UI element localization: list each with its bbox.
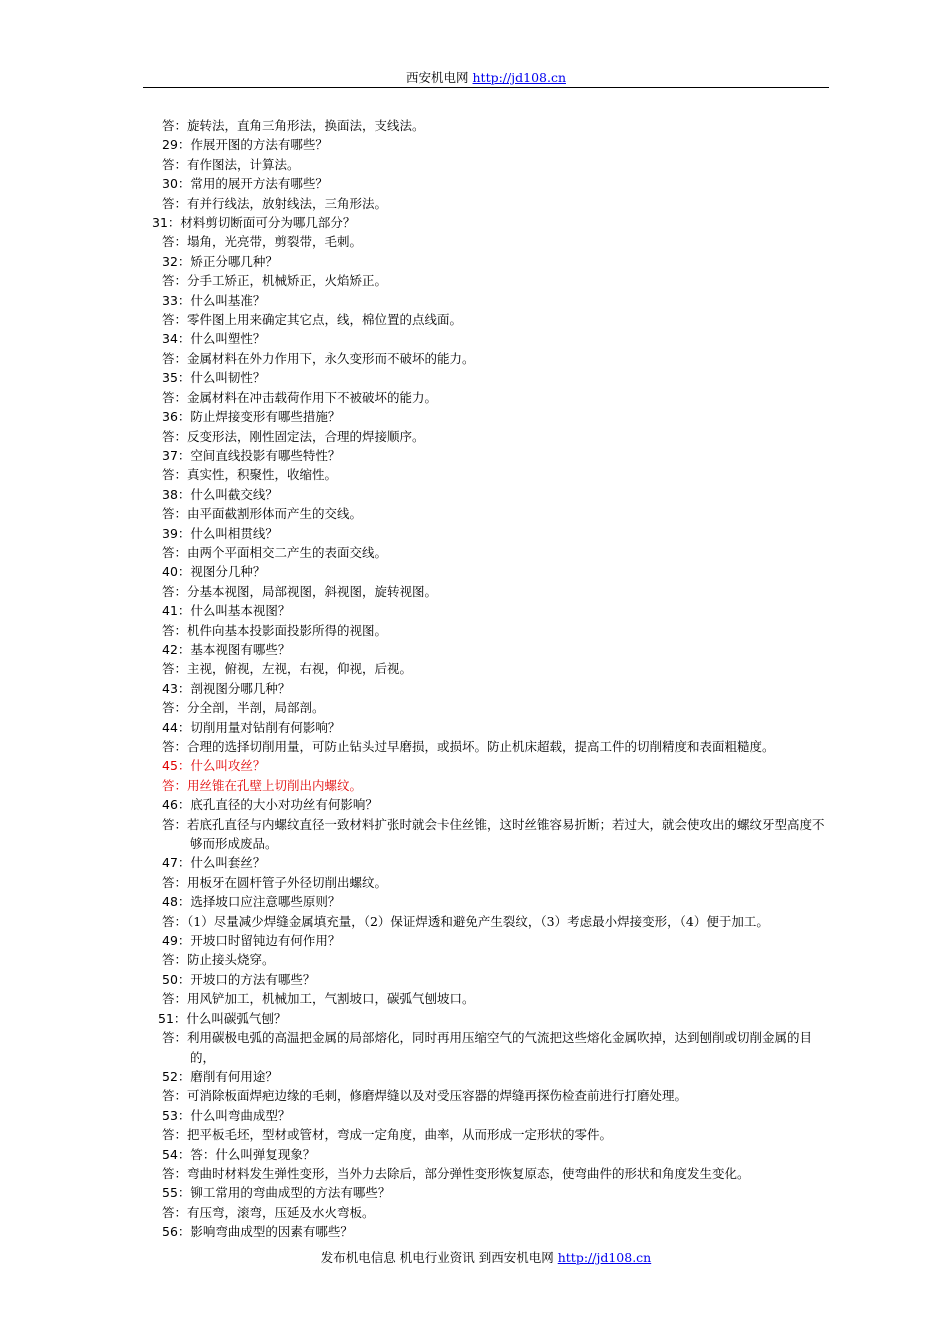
answer-label: 答：	[162, 816, 188, 832]
answer-label: 答：	[162, 312, 188, 328]
question-text: 选择坡口应注意哪些原则？	[190, 894, 341, 910]
question-text: 影响弯曲成型的因素有哪些？	[190, 1224, 353, 1240]
answer-text: 防止接头烧穿。	[187, 952, 275, 968]
question-separator: ：	[167, 215, 181, 231]
answer-text: 利用碳极电弧的高温把金属的局部熔化，同时再用压缩空气的气流把这些熔化金属吹掉，达到刨削或切削金属的目的，	[187, 1030, 813, 1065]
answer-line	[162, 815, 832, 854]
question-text: 磨削有何用途？	[190, 1068, 278, 1084]
question-separator: ：	[177, 971, 191, 987]
question-number: 44	[162, 719, 178, 735]
question-line	[162, 601, 832, 620]
answer-label: 答：	[162, 952, 188, 968]
question-text: 答：什么叫弹复现象？	[190, 1146, 316, 1162]
answer-line	[162, 950, 832, 969]
question-text: 视图分几种？	[190, 564, 266, 580]
answer-text: 金属材料在外力作用下，永久变形而不破坏的能力。	[187, 350, 475, 366]
answer-label: 答：	[162, 874, 188, 890]
answer-line	[162, 621, 832, 640]
question-separator: ：	[177, 1185, 191, 1201]
answer-label: 答：	[162, 661, 188, 677]
answer-text: 把平板毛坯，型材或管材，弯成一定角度，曲率，从而形成一定形状的零件。	[187, 1127, 613, 1143]
answer-line	[162, 388, 832, 407]
question-separator: ：	[177, 797, 191, 813]
answer-text: 旋转法，直角三角形法，换面法，支线法。	[187, 118, 425, 133]
question-number: 32	[162, 253, 178, 269]
question-text: 底孔直径的大小对功丝有何影响？	[190, 797, 378, 813]
question-text: 什么叫套丝？	[190, 855, 266, 871]
question-number: 30	[162, 176, 178, 192]
answer-line	[162, 1028, 832, 1067]
answer-text: 塌角，光亮带，剪裂带，毛刺。	[187, 234, 363, 250]
answer-label: 答：	[162, 739, 188, 754]
question-line	[162, 1145, 832, 1164]
answer-text: 可消除板面焊疤边缘的毛刺，修磨焊缝以及对受压容器的焊缝再探伤检查前进行打磨处理。	[187, 1088, 688, 1104]
question-separator: ：	[177, 525, 191, 541]
question-number: 34	[162, 331, 178, 347]
answer-text: 合理的选择切削用量，可防止钻头过早磨损，或损坏。防止机床超载，提高工件的切削精度和表面粗糙度。	[187, 739, 775, 754]
footer-text: 发布机电信息 机电行业资讯 到西安机电网	[320, 1250, 554, 1265]
answer-text: 分基本视图，局部视图，斜视图，旋转视图。	[187, 583, 438, 599]
answer-text: 金属材料在冲击载荷作用下不被破坏的能力。	[187, 389, 438, 405]
question-line	[162, 970, 832, 989]
answer-text: 有并行线法，放射线法，三角形法。	[187, 195, 388, 211]
question-line	[162, 892, 832, 911]
answer-line	[162, 1125, 832, 1144]
question-number: 45	[162, 758, 178, 774]
answer-label: 答：	[162, 273, 188, 289]
answer-line	[162, 1164, 832, 1183]
answer-label: 答：	[162, 350, 188, 366]
question-line	[162, 718, 832, 737]
question-separator: ：	[177, 370, 191, 386]
question-line	[158, 1009, 832, 1028]
question-text: 什么叫截交线？	[190, 486, 278, 502]
question-text: 铆工常用的弯曲成型的方法有哪些？	[190, 1185, 391, 1201]
answer-line	[162, 116, 832, 135]
question-separator: ：	[177, 409, 191, 425]
question-line	[162, 329, 832, 348]
answer-line	[162, 737, 832, 756]
question-number: 46	[162, 797, 178, 813]
answer-text: 弯曲时材料发生弹性变形，当外力去除后，部分弹性变形恢复原态，使弯曲件的形状和角度发生变化。	[187, 1165, 750, 1181]
answer-label: 答：	[162, 1088, 188, 1104]
question-text: 什么叫相贯线？	[190, 525, 278, 541]
page-header	[143, 68, 829, 88]
answer-line	[162, 776, 832, 795]
question-separator: ：	[177, 331, 191, 347]
question-line	[162, 679, 832, 698]
question-line	[162, 252, 832, 271]
answer-text: 用风铲加工，机械加工，气割坡口，碳弧气刨坡口。	[187, 991, 475, 1007]
page-footer	[143, 1248, 829, 1267]
answer-text: 用板牙在圆杆管子外径切削出螺纹。	[187, 874, 388, 890]
answer-label: 答：	[162, 991, 188, 1007]
question-text: 常用的展开方法有哪些？	[190, 176, 328, 192]
question-text: 什么叫基准？	[190, 292, 266, 308]
question-separator: ：	[177, 447, 191, 463]
question-number: 48	[162, 894, 178, 910]
answer-text: 用丝锥在孔壁上切削出内螺纹。	[187, 777, 363, 793]
question-separator: ：	[177, 641, 191, 657]
answer-text: 由平面截割形体而产生的交线。	[187, 506, 363, 522]
answer-line	[162, 155, 832, 174]
answer-text: 由两个平面相交二产生的表面交线。	[187, 544, 388, 560]
answer-line	[162, 659, 832, 678]
question-text: 基本视图有哪些？	[190, 641, 291, 657]
answer-label: 答：	[162, 700, 188, 716]
question-line	[162, 446, 832, 465]
answer-label: 答：	[162, 195, 188, 211]
question-number: 52	[162, 1068, 178, 1084]
answer-line	[162, 194, 832, 213]
answer-label: 答：	[162, 1127, 188, 1143]
answer-text: 分全剖，半剖，局部剖。	[187, 700, 325, 716]
question-line	[162, 562, 832, 581]
answer-line	[162, 912, 832, 931]
question-number: 35	[162, 370, 178, 386]
question-separator: ：	[173, 1010, 187, 1026]
answer-label: 答：	[162, 234, 188, 250]
question-number: 29	[162, 137, 178, 153]
question-line	[162, 931, 832, 950]
question-text: 开坡口的方法有哪些？	[190, 971, 316, 987]
answer-label: 答：	[162, 506, 188, 522]
question-separator: ：	[177, 564, 191, 580]
question-separator: ：	[177, 253, 191, 269]
answer-label: 答：	[162, 156, 188, 172]
question-number: 36	[162, 409, 178, 425]
question-text: 剖视图分哪几种？	[190, 680, 291, 696]
answer-label: 答：	[162, 428, 188, 444]
answer-text: 主视，俯视，左视，右视，仰视，后视。	[187, 661, 413, 677]
question-line	[162, 756, 832, 775]
answer-label: 答：	[162, 118, 188, 133]
answer-label: 答：	[162, 622, 188, 638]
question-text: 防止焊接变形有哪些措施？	[190, 409, 341, 425]
answer-line	[162, 427, 832, 446]
question-line	[162, 1222, 832, 1241]
answer-text: 分手工矫正，机械矫正，火焰矫正。	[187, 273, 388, 289]
question-separator: ：	[177, 933, 191, 949]
answer-line	[162, 1203, 832, 1222]
question-number: 47	[162, 855, 178, 871]
question-separator: ：	[177, 680, 191, 696]
answer-label: 答：	[162, 467, 188, 483]
question-separator: ：	[177, 1146, 191, 1162]
answer-text: 真实性，积聚性，收缩性。	[187, 467, 338, 483]
question-number: 55	[162, 1185, 178, 1201]
question-separator: ：	[177, 176, 191, 192]
answer-text: 零件图上用来确定其它点，线，棉位置的点线面。	[187, 312, 463, 328]
question-line	[162, 524, 832, 543]
question-line	[162, 1183, 832, 1202]
header-link[interactable]: http://jd108.cn	[472, 70, 566, 85]
question-line	[162, 1106, 832, 1125]
question-separator: ：	[177, 486, 191, 502]
question-line	[162, 174, 832, 193]
answer-line	[162, 543, 832, 562]
question-number: 54	[162, 1146, 178, 1162]
answer-text: 有压弯，滚弯，压延及水火弯板。	[187, 1204, 375, 1220]
question-separator: ：	[177, 894, 191, 910]
answer-label: 答：	[162, 544, 188, 560]
question-text: 什么叫韧性？	[190, 370, 266, 386]
answer-line	[162, 989, 832, 1008]
question-number: 31	[152, 215, 168, 231]
question-text: 什么叫攻丝？	[190, 758, 266, 774]
answer-line	[162, 582, 832, 601]
question-number: 49	[162, 933, 178, 949]
answer-label: 答：	[162, 583, 188, 599]
question-line	[162, 795, 832, 814]
question-number: 40	[162, 564, 178, 580]
question-separator: ：	[177, 137, 191, 153]
question-text: 空间直线投影有哪些特性？	[190, 447, 341, 463]
question-text: 开坡口时留钝边有何作用？	[190, 933, 341, 949]
question-line	[162, 640, 832, 659]
answer-line	[162, 349, 832, 368]
answer-line	[162, 698, 832, 717]
answer-text: 反变形法，刚性固定法，合理的焊接顺序。	[187, 428, 425, 444]
question-text: 作展开图的方法有哪些？	[190, 137, 328, 153]
qa-content	[152, 116, 832, 1242]
question-number: 56	[162, 1224, 178, 1240]
question-text: 什么叫弯曲成型？	[190, 1107, 291, 1123]
answer-label: 答：	[162, 389, 188, 405]
question-line	[162, 407, 832, 426]
question-line	[162, 485, 832, 504]
answer-text: 机件向基本投影面投影所得的视图。	[187, 622, 388, 638]
answer-line	[162, 873, 832, 892]
question-line	[162, 291, 832, 310]
question-line	[152, 213, 832, 232]
question-number: 42	[162, 641, 178, 657]
question-separator: ：	[177, 855, 191, 871]
answer-text: （1）尽量减少焊缝金属填充量，（2）保证焊透和避免产生裂纹，（3）考虑最小焊接变形，（4）便于加工。	[187, 913, 769, 929]
question-separator: ：	[177, 603, 191, 619]
footer-link[interactable]: http://jd108.cn	[557, 1250, 652, 1265]
question-number: 43	[162, 680, 178, 696]
answer-line	[162, 1086, 832, 1105]
answer-line	[162, 232, 832, 251]
question-line	[162, 368, 832, 387]
answer-text: 若底孔直径与内螺纹直径一致材料扩张时就会卡住丝锥，这时丝锥容易折断；若过大，就会使攻出的螺纹牙型高度不够而形成废品。	[187, 816, 825, 852]
answer-line	[162, 310, 832, 329]
answer-label: 答：	[162, 913, 188, 929]
question-number: 50	[162, 971, 178, 987]
question-text: 什么叫塑性？	[190, 331, 266, 347]
question-number: 51	[158, 1010, 174, 1026]
answer-line	[162, 271, 832, 290]
question-number: 53	[162, 1107, 178, 1123]
question-number: 37	[162, 447, 178, 463]
answer-label: 答：	[162, 1030, 188, 1046]
answer-text: 有作图法，计算法。	[187, 156, 300, 172]
question-number: 33	[162, 292, 178, 308]
question-text: 什么叫碳弧气刨？	[186, 1010, 287, 1026]
question-line	[162, 1067, 832, 1086]
question-text: 矫正分哪几种？	[190, 253, 278, 269]
answer-label: 答：	[162, 777, 188, 793]
question-line	[162, 135, 832, 154]
question-text: 材料剪切断面可分为哪几部分？	[180, 215, 356, 231]
question-text: 切削用量对钻削有何影响？	[190, 719, 341, 735]
answer-label: 答：	[162, 1204, 188, 1220]
answer-line	[162, 465, 832, 484]
question-separator: ：	[177, 1068, 191, 1084]
header-site-name: 西安机电网	[406, 70, 469, 85]
question-separator: ：	[177, 758, 191, 774]
question-separator: ：	[177, 1224, 191, 1240]
question-separator: ：	[177, 292, 191, 308]
answer-label: 答：	[162, 1165, 188, 1181]
question-separator: ：	[177, 719, 191, 735]
question-number: 39	[162, 525, 178, 541]
question-text: 什么叫基本视图？	[190, 603, 291, 619]
question-number: 38	[162, 486, 178, 502]
question-separator: ：	[177, 1107, 191, 1123]
question-number: 41	[162, 603, 178, 619]
question-line	[162, 853, 832, 872]
answer-line	[162, 504, 832, 523]
